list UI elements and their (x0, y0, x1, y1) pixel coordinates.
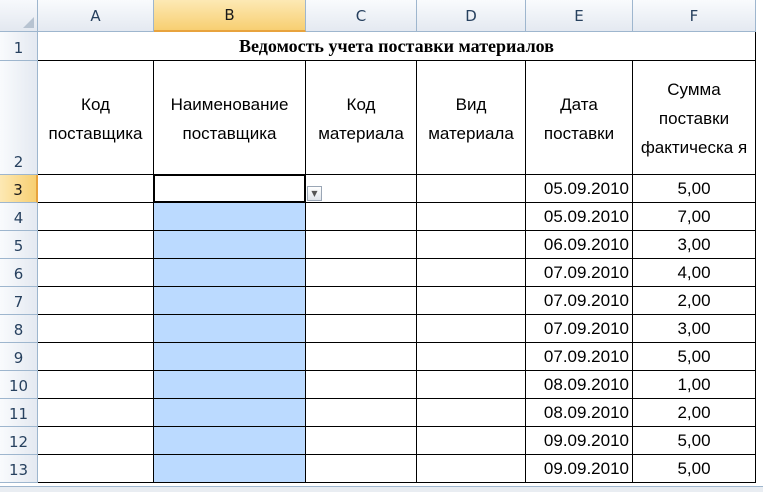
column-header-b[interactable]: B (154, 0, 306, 32)
row-header-9[interactable]: 9 (0, 343, 38, 371)
column-header-a[interactable]: A (38, 0, 154, 32)
cell-e10-date[interactable]: 08.09.2010 (526, 371, 633, 399)
row-header-11[interactable]: 11 (0, 399, 38, 427)
cell-f10-sum[interactable]: 1,00 (633, 371, 756, 399)
cell-f6-sum[interactable]: 4,00 (633, 259, 756, 287)
row-header-3[interactable]: 3 (0, 175, 38, 203)
cell-e3-date[interactable]: 05.09.2010 (526, 175, 633, 203)
validation-dropdown-button[interactable] (307, 186, 322, 201)
cell-f7-sum[interactable]: 2,00 (633, 287, 756, 315)
cell-c5[interactable] (306, 231, 417, 259)
cell-f3-sum[interactable]: 5,00 (633, 175, 756, 203)
row-header-10[interactable]: 10 (0, 371, 38, 399)
row-header-13[interactable]: 13 (0, 455, 38, 483)
cell-c11[interactable] (306, 399, 417, 427)
table-header-c[interactable]: Код материала (306, 61, 417, 175)
cell-c10[interactable] (306, 371, 417, 399)
cell-d6[interactable] (417, 259, 526, 287)
row-header-8[interactable]: 8 (0, 315, 38, 343)
table-header-b[interactable]: Наименование поставщика (154, 61, 306, 175)
cell-f9-sum[interactable]: 5,00 (633, 343, 756, 371)
row-header-12[interactable]: 12 (0, 427, 38, 455)
cell-b7[interactable] (154, 287, 306, 315)
cell-e4-date[interactable]: 05.09.2010 (526, 203, 633, 231)
cell-a9[interactable] (38, 343, 154, 371)
cell-e9-date[interactable]: 07.09.2010 (526, 343, 633, 371)
cell-e6-date[interactable]: 07.09.2010 (526, 259, 633, 287)
cell-f12-sum[interactable]: 5,00 (633, 427, 756, 455)
cell-b8[interactable] (154, 315, 306, 343)
cell-d13[interactable] (417, 455, 526, 483)
cell-a5[interactable] (38, 231, 154, 259)
cell-c4[interactable] (306, 203, 417, 231)
cell-f4-sum[interactable]: 7,00 (633, 203, 756, 231)
table-header-a[interactable]: Код поставщика (38, 61, 154, 175)
cell-b4[interactable] (154, 203, 306, 231)
cell-a7[interactable] (38, 287, 154, 315)
cell-c3[interactable] (306, 175, 417, 203)
column-header-d[interactable]: D (417, 0, 526, 32)
table-header-d[interactable]: Вид материала (417, 61, 526, 175)
cell-b12[interactable] (154, 427, 306, 455)
cell-a8[interactable] (38, 315, 154, 343)
cell-b10[interactable] (154, 371, 306, 399)
cell-d5[interactable] (417, 231, 526, 259)
cell-a12[interactable] (38, 427, 154, 455)
cell-a3[interactable] (38, 175, 154, 203)
table-header-f[interactable]: Сумма поставки фактическа я (633, 61, 756, 175)
row-header-7[interactable]: 7 (0, 287, 38, 315)
cell-d9[interactable] (417, 343, 526, 371)
cell-d8[interactable] (417, 315, 526, 343)
row-header-5[interactable]: 5 (0, 231, 38, 259)
table-header-e[interactable]: Дата поставки (526, 61, 633, 175)
row-header-1[interactable]: 1 (0, 32, 38, 61)
cell-c13[interactable] (306, 455, 417, 483)
cell-b9[interactable] (154, 343, 306, 371)
cell-d12[interactable] (417, 427, 526, 455)
column-header-f[interactable]: F (633, 0, 756, 32)
cell-a11[interactable] (38, 399, 154, 427)
cell-f8-sum[interactable]: 3,00 (633, 315, 756, 343)
cell-c6[interactable] (306, 259, 417, 287)
chevron-down-icon: ▼ (311, 189, 318, 198)
cell-e5-date[interactable]: 06.09.2010 (526, 231, 633, 259)
cell-a10[interactable] (38, 371, 154, 399)
row-header-6[interactable]: 6 (0, 259, 38, 287)
cell-e13-date[interactable]: 09.09.2010 (526, 455, 633, 483)
cell-b5[interactable] (154, 231, 306, 259)
select-all-triangle-icon (23, 17, 34, 28)
sheet-title[interactable]: Ведомость учета поставки материалов (38, 32, 756, 61)
cell-d7[interactable] (417, 287, 526, 315)
column-header-c[interactable]: C (306, 0, 417, 32)
cell-b6[interactable] (154, 259, 306, 287)
cell-c12[interactable] (306, 427, 417, 455)
row-header-4[interactable]: 4 (0, 203, 38, 231)
cell-b11[interactable] (154, 399, 306, 427)
cell-b13[interactable] (154, 455, 306, 483)
cell-d11[interactable] (417, 399, 526, 427)
partial-next-row (0, 486, 763, 492)
selected-cell-b3[interactable] (153, 174, 306, 203)
cell-f11-sum[interactable]: 2,00 (633, 399, 756, 427)
cell-e11-date[interactable]: 08.09.2010 (526, 399, 633, 427)
cell-c9[interactable] (306, 343, 417, 371)
row-header-2[interactable]: 2 (0, 61, 38, 175)
cell-a4[interactable] (38, 203, 154, 231)
cell-e7-date[interactable]: 07.09.2010 (526, 287, 633, 315)
cell-c7[interactable] (306, 287, 417, 315)
cell-f5-sum[interactable]: 3,00 (633, 231, 756, 259)
cell-f13-sum[interactable]: 5,00 (633, 455, 756, 483)
select-all-corner[interactable] (0, 0, 38, 32)
cell-a13[interactable] (38, 455, 154, 483)
cell-e12-date[interactable]: 09.09.2010 (526, 427, 633, 455)
column-header-e[interactable]: E (526, 0, 633, 32)
cell-c8[interactable] (306, 315, 417, 343)
cell-d4[interactable] (417, 203, 526, 231)
cell-a6[interactable] (38, 259, 154, 287)
cell-e8-date[interactable]: 07.09.2010 (526, 315, 633, 343)
cell-d10[interactable] (417, 371, 526, 399)
cell-d3[interactable] (417, 175, 526, 203)
